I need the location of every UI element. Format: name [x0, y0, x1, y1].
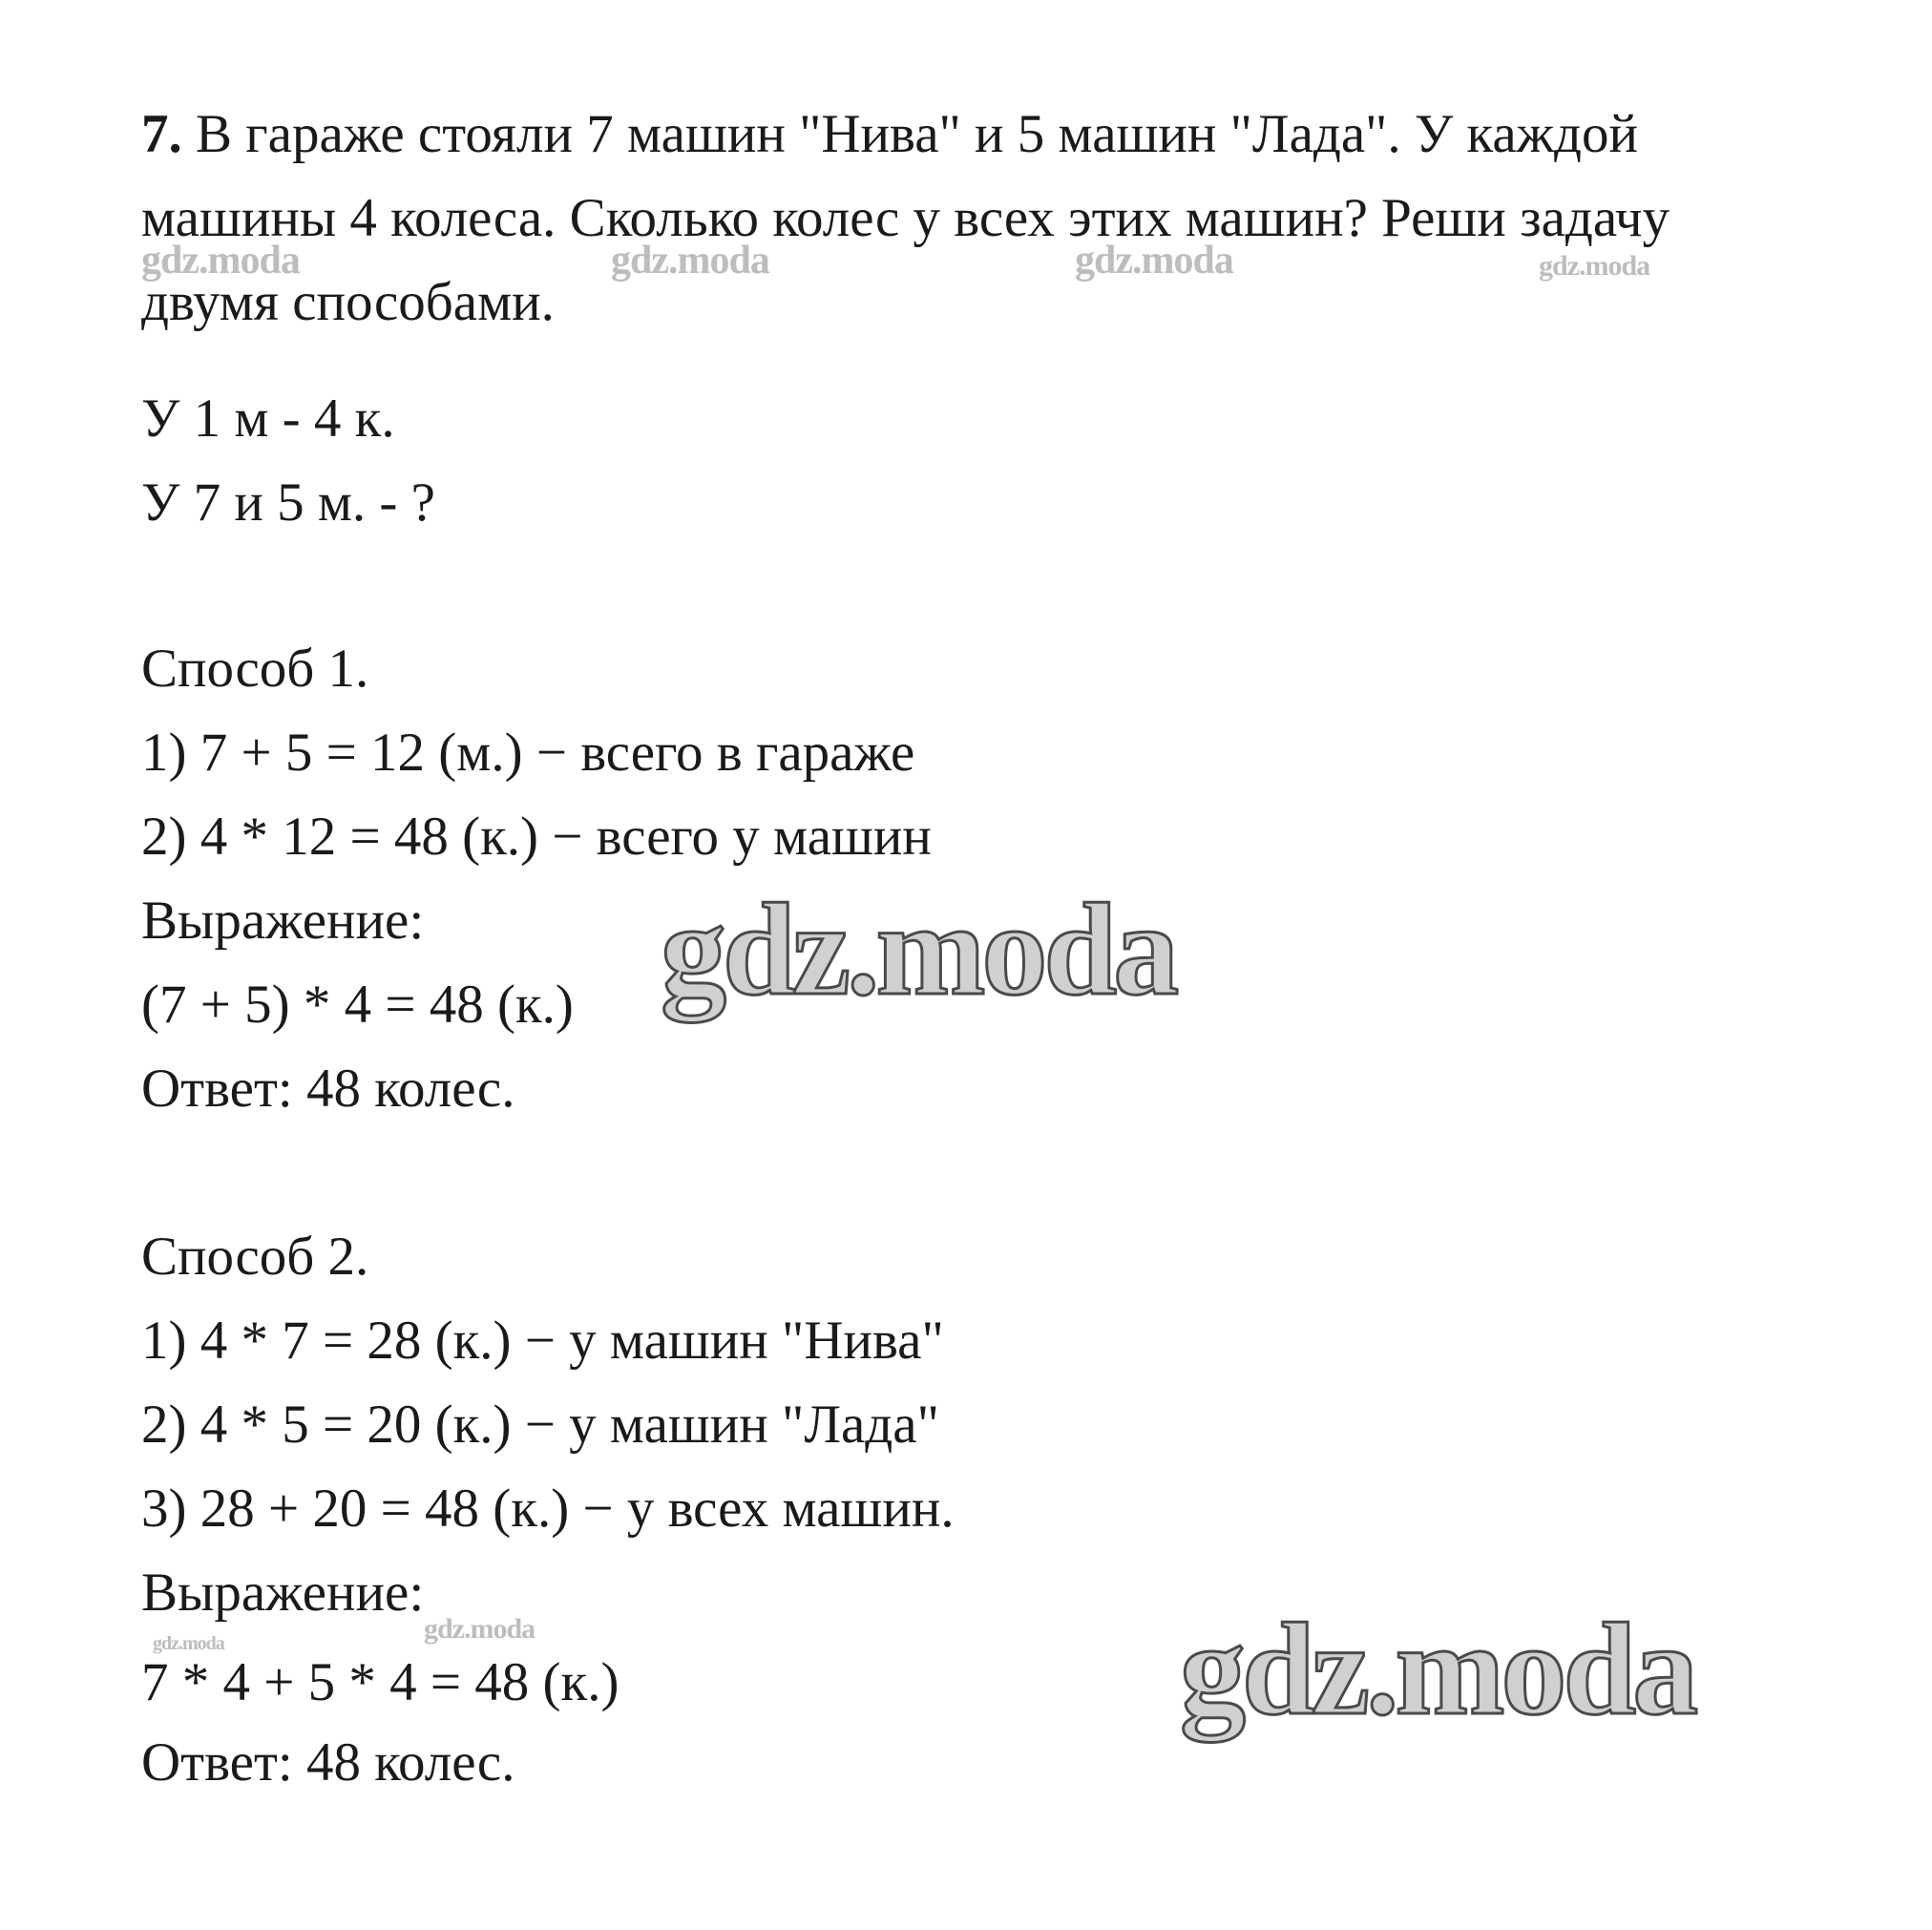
- method1-expression: (7 + 5) * 4 = 48 (к.): [141, 975, 574, 1035]
- method2-step-1: 1) 4 * 7 = 28 (к.) − у машин "Нива": [141, 1311, 944, 1371]
- watermark: gdz.moda: [153, 1633, 224, 1654]
- method1-answer: Ответ: 48 колес.: [141, 1059, 515, 1119]
- method1-step-1: 1) 7 + 5 = 12 (м.) − всего в гараже: [141, 723, 915, 783]
- task-line-2: машины 4 колеса. Сколько колес у всех этих машин? Реши задачу: [141, 188, 1670, 248]
- method2-answer: Ответ: 48 колес.: [141, 1732, 515, 1793]
- condition-line-1: У 1 м - 4 к.: [141, 388, 395, 449]
- watermark: gdz.moda: [1539, 250, 1650, 282]
- watermark: gdz.moda: [611, 239, 769, 283]
- method1-step-2: 2) 4 * 12 = 48 (к.) − всего у машин: [141, 807, 932, 867]
- method2-expression-label: Выражение:: [141, 1563, 425, 1623]
- watermark: gdz.moda: [1075, 239, 1233, 283]
- task-number: 7.: [141, 104, 182, 164]
- method2-title: Способ 2.: [141, 1227, 369, 1287]
- method2-step-2: 2) 4 * 5 = 20 (к.) − у машин "Лада": [141, 1395, 939, 1455]
- watermark: gdz.moda: [661, 876, 1176, 1022]
- method2-step-3: 3) 28 + 20 = 48 (к.) − у всех машин.: [141, 1479, 955, 1539]
- method1-expression-label: Выражение:: [141, 891, 425, 951]
- watermark: gdz.moda: [424, 1613, 536, 1645]
- task-line-3: двумя способами.: [141, 272, 555, 332]
- method1-title: Способ 1.: [141, 639, 369, 699]
- watermark: gdz.moda: [141, 239, 300, 283]
- watermark: gdz.moda: [1180, 1596, 1695, 1742]
- task-line-1: [141, 104, 1639, 164]
- task-text-1: В гараже стояли 7 машин "Нива" и 5 машин "Лада". У каждой: [181, 104, 1639, 164]
- condition-line-2: У 7 и 5 м. - ?: [141, 472, 435, 533]
- method2-expression: 7 * 4 + 5 * 4 = 48 (к.): [141, 1652, 620, 1712]
